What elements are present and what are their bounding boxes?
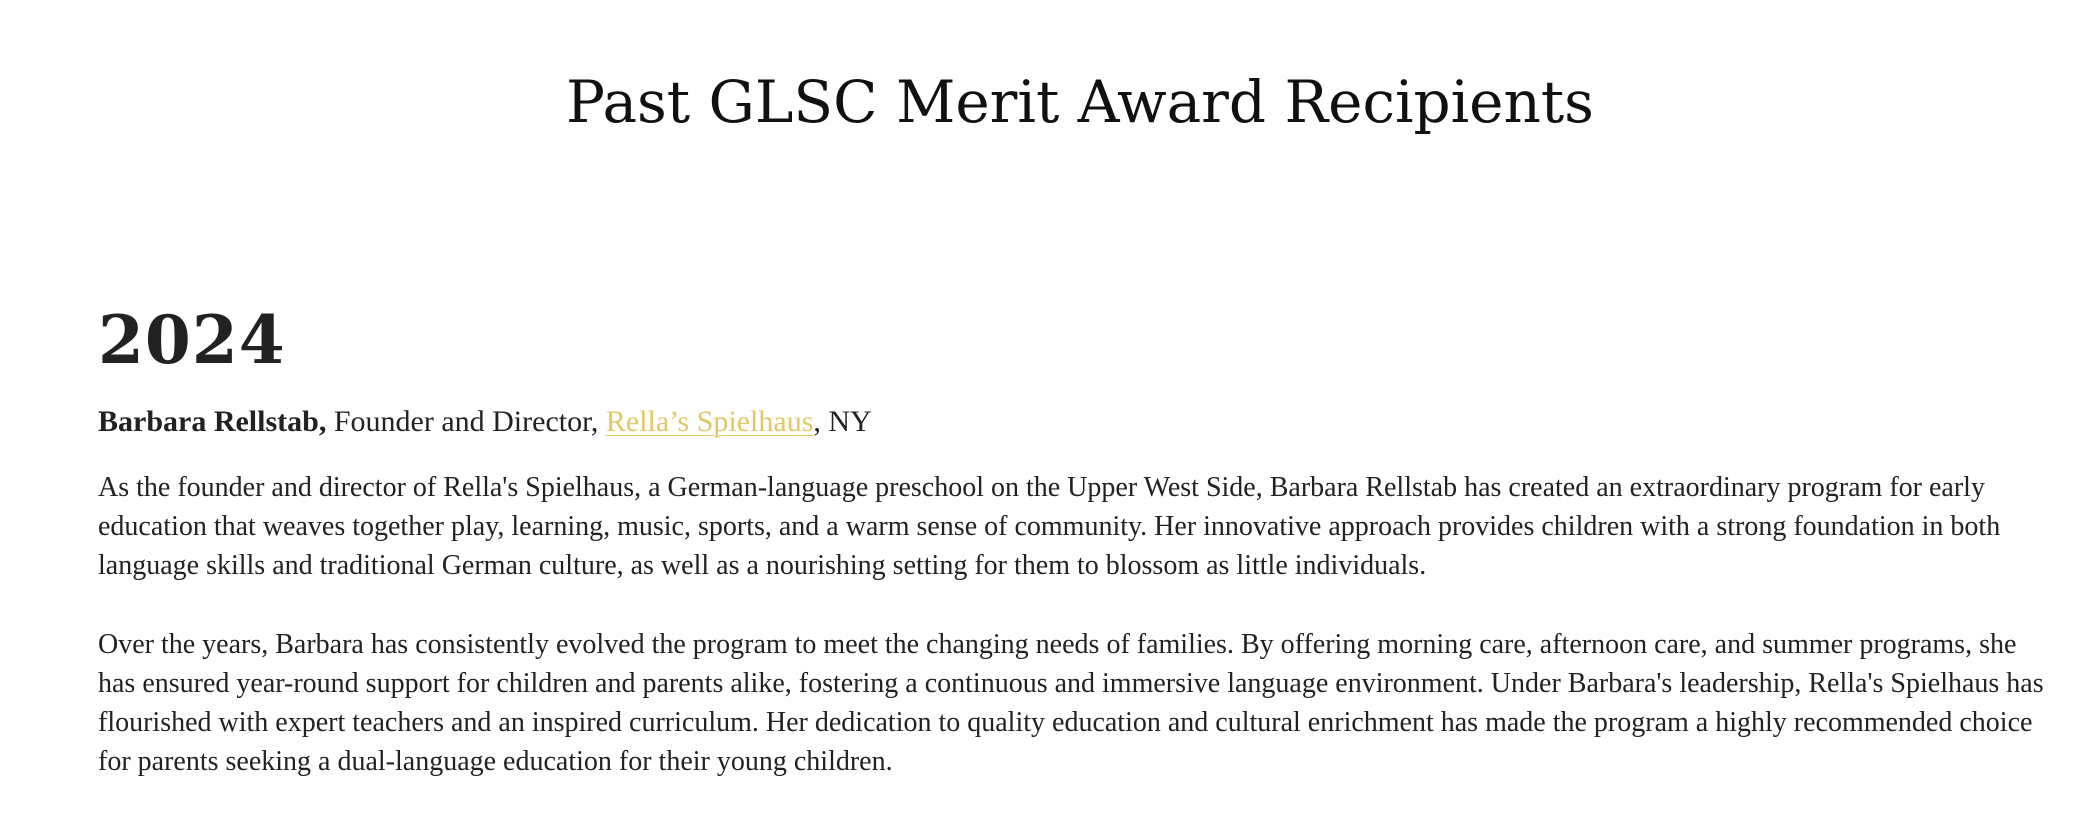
main-content	[98, 300, 2048, 781]
page-title: Past GLSC Merit Award Recipients	[566, 68, 1594, 136]
year-heading: 2024	[98, 301, 286, 379]
recipient-name: Barbara Rellstab,	[98, 405, 327, 438]
recipient-line	[98, 400, 2048, 444]
bio-paragraph-1: As the founder and director of Rella's Spielhaus, a German-language preschool on the Upper West Side, Barbara Rellstab has created an extraordinary program for early education that weaves together play, learning, music, sports, and a warm sense of community. Her innovative approach provides children with a strong foundation in both language skills and traditional German culture, as well as a nourishing setting for them to blossom as little individuals.	[98, 472, 2001, 581]
bio-paragraph-2: Over the years, Barbara has consistently evolved the program to meet the changing needs of families. By offering morning care, afternoon care, and summer programs, she has ensured year-round support for children and parents alike, fostering a continuous and immersive language environment. Under Barbara's leadership, Rella's Spielhaus has flourished with expert teachers and an inspired curriculum. Her dedication to quality education and cultural enrichment has made the program a highly recommended choice for parents seeking a dual-language education for their young children.	[98, 629, 2044, 777]
organization-link[interactable]: Rella’s Spielhaus	[605, 405, 814, 438]
recipient-role: Founder and Director,	[326, 405, 606, 438]
recipient-location: , NY	[813, 405, 872, 438]
